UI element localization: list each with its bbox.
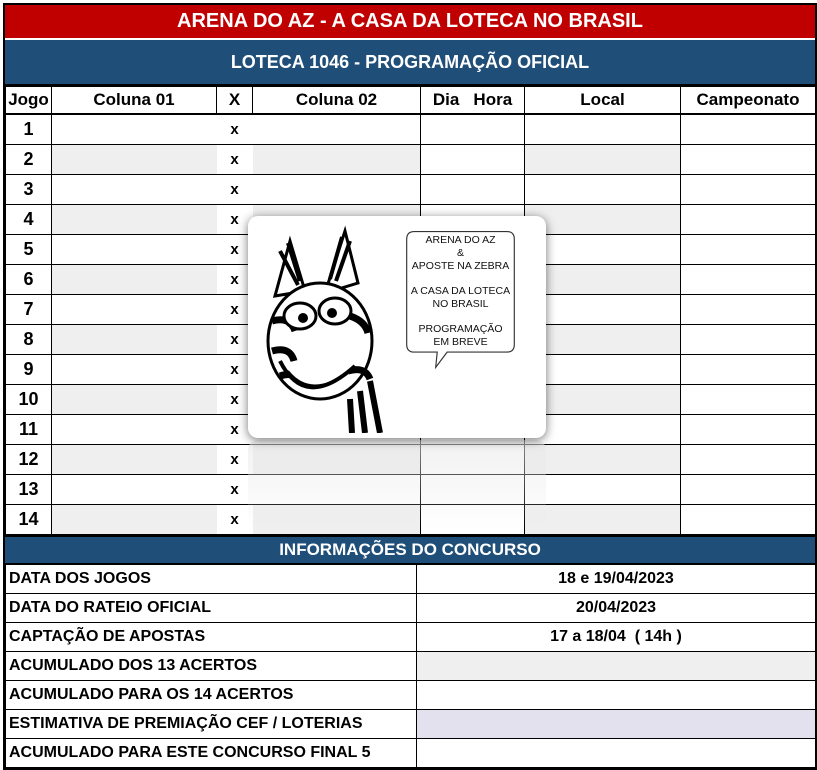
venue-cell <box>525 295 681 325</box>
team-home-cell <box>52 145 217 175</box>
venue-cell <box>525 505 681 535</box>
info-value <box>417 652 816 681</box>
bubble-line: APOSTE NA ZEBRA <box>411 260 510 272</box>
venue-cell <box>525 475 681 505</box>
col-header-diahora: Dia Hora <box>421 87 525 115</box>
team-home-cell <box>52 175 217 205</box>
game-number: 14 <box>6 505 52 535</box>
team-home-cell <box>52 114 217 145</box>
info-row <box>6 623 816 652</box>
venue-cell <box>525 355 681 385</box>
bubble-line: ARENA DO AZ <box>425 234 496 246</box>
info-value: 17 a 18/04 ( 14h ) <box>417 623 816 652</box>
championship-cell <box>681 415 816 445</box>
info-row <box>6 652 816 681</box>
versus-mark: x <box>217 114 253 145</box>
venue-cell <box>525 265 681 295</box>
info-row <box>6 739 816 768</box>
championship-cell <box>681 325 816 355</box>
game-number: 10 <box>6 385 52 415</box>
col-header-local: Local <box>525 87 681 115</box>
zebra-mascot-icon <box>250 221 390 433</box>
table-row <box>6 145 816 175</box>
team-home-cell <box>52 205 217 235</box>
team-home-cell <box>52 325 217 355</box>
versus-mark: x <box>217 415 253 445</box>
page-subtitle: LOTECA 1046 - PROGRAMAÇÃO OFICIAL <box>5 40 815 86</box>
day-time-cell <box>421 114 525 145</box>
table-header-row <box>6 87 816 115</box>
venue-cell <box>525 205 681 235</box>
championship-cell <box>681 205 816 235</box>
info-value <box>417 681 816 710</box>
game-number: 3 <box>6 175 52 205</box>
game-number: 9 <box>6 355 52 385</box>
day-time-cell <box>421 145 525 175</box>
venue-cell <box>525 325 681 355</box>
venue-cell <box>525 175 681 205</box>
game-number: 13 <box>6 475 52 505</box>
col-header-jogo: Jogo <box>6 87 52 115</box>
col-header-coluna1: Coluna 01 <box>52 87 217 115</box>
info-table <box>5 564 816 768</box>
team-away-cell <box>253 145 421 175</box>
info-value <box>417 710 816 739</box>
info-row <box>6 681 816 710</box>
versus-mark: x <box>217 505 253 535</box>
team-home-cell <box>52 505 217 535</box>
team-home-cell <box>52 295 217 325</box>
championship-cell <box>681 114 816 145</box>
game-number: 11 <box>6 415 52 445</box>
championship-cell <box>681 505 816 535</box>
bubble-line: NO BRASIL <box>432 298 489 310</box>
game-number: 12 <box>6 445 52 475</box>
col-header-campeonato: Campeonato <box>681 87 816 115</box>
day-time-cell <box>421 175 525 205</box>
championship-cell <box>681 445 816 475</box>
versus-mark: x <box>217 205 253 235</box>
game-number: 5 <box>6 235 52 265</box>
info-label: CAPTAÇÃO DE APOSTAS <box>6 623 417 652</box>
info-label: ACUMULADO PARA OS 14 ACERTOS <box>6 681 417 710</box>
team-home-cell <box>52 475 217 505</box>
game-number: 2 <box>6 145 52 175</box>
info-row <box>6 710 816 739</box>
versus-mark: x <box>217 175 253 205</box>
banner-reflection <box>248 440 546 530</box>
game-number: 8 <box>6 325 52 355</box>
info-row <box>6 565 816 594</box>
table-row <box>6 114 816 145</box>
info-heading: INFORMAÇÕES DO CONCURSO <box>5 535 815 564</box>
info-value <box>417 739 816 768</box>
zebra-banner <box>248 216 546 438</box>
col-header-x: X <box>217 87 253 115</box>
team-away-cell <box>253 175 421 205</box>
page-title: ARENA DO AZ - A CASA DA LOTECA NO BRASIL <box>5 5 815 40</box>
versus-mark: x <box>217 355 253 385</box>
venue-cell <box>525 445 681 475</box>
team-home-cell <box>52 415 217 445</box>
championship-cell <box>681 265 816 295</box>
team-away-cell <box>253 114 421 145</box>
venue-cell <box>525 145 681 175</box>
venue-cell <box>525 385 681 415</box>
versus-mark: x <box>217 235 253 265</box>
info-label: ESTIMATIVA DE PREMIAÇÃO CEF / LOTERIAS <box>6 710 417 739</box>
info-label: DATA DOS JOGOS <box>6 565 417 594</box>
game-number: 4 <box>6 205 52 235</box>
championship-cell <box>681 475 816 505</box>
game-number: 7 <box>6 295 52 325</box>
game-number: 6 <box>6 265 52 295</box>
info-row <box>6 594 816 623</box>
versus-mark: x <box>217 295 253 325</box>
bubble-line: & <box>456 247 464 259</box>
venue-cell <box>525 114 681 145</box>
championship-cell <box>681 145 816 175</box>
versus-mark: x <box>217 445 253 475</box>
team-home-cell <box>52 385 217 415</box>
info-label: DATA DO RATEIO OFICIAL <box>6 594 417 623</box>
championship-cell <box>681 235 816 265</box>
championship-cell <box>681 295 816 325</box>
venue-cell <box>525 415 681 445</box>
info-label: ACUMULADO PARA ESTE CONCURSO FINAL 5 <box>6 739 417 768</box>
versus-mark: x <box>217 265 253 295</box>
championship-cell <box>681 175 816 205</box>
championship-cell <box>681 355 816 385</box>
table-row <box>6 175 816 205</box>
game-number: 1 <box>6 114 52 145</box>
team-home-cell <box>52 235 217 265</box>
info-label: ACUMULADO DOS 13 ACERTOS <box>6 652 417 681</box>
versus-mark: x <box>217 475 253 505</box>
venue-cell <box>525 235 681 265</box>
team-home-cell <box>52 355 217 385</box>
col-header-coluna2: Coluna 02 <box>253 87 421 115</box>
info-value: 20/04/2023 <box>417 594 816 623</box>
bubble-line: PROGRAMAÇÃO <box>418 323 503 335</box>
bubble-line: A CASA DA LOTECA <box>410 285 511 297</box>
team-home-cell <box>52 445 217 475</box>
bubble-text <box>388 234 533 349</box>
team-home-cell <box>52 265 217 295</box>
versus-mark: x <box>217 325 253 355</box>
bubble-line: EM BREVE <box>433 336 488 348</box>
info-value: 18 e 19/04/2023 <box>417 565 816 594</box>
versus-mark: x <box>217 145 253 175</box>
championship-cell <box>681 385 816 415</box>
versus-mark: x <box>217 385 253 415</box>
